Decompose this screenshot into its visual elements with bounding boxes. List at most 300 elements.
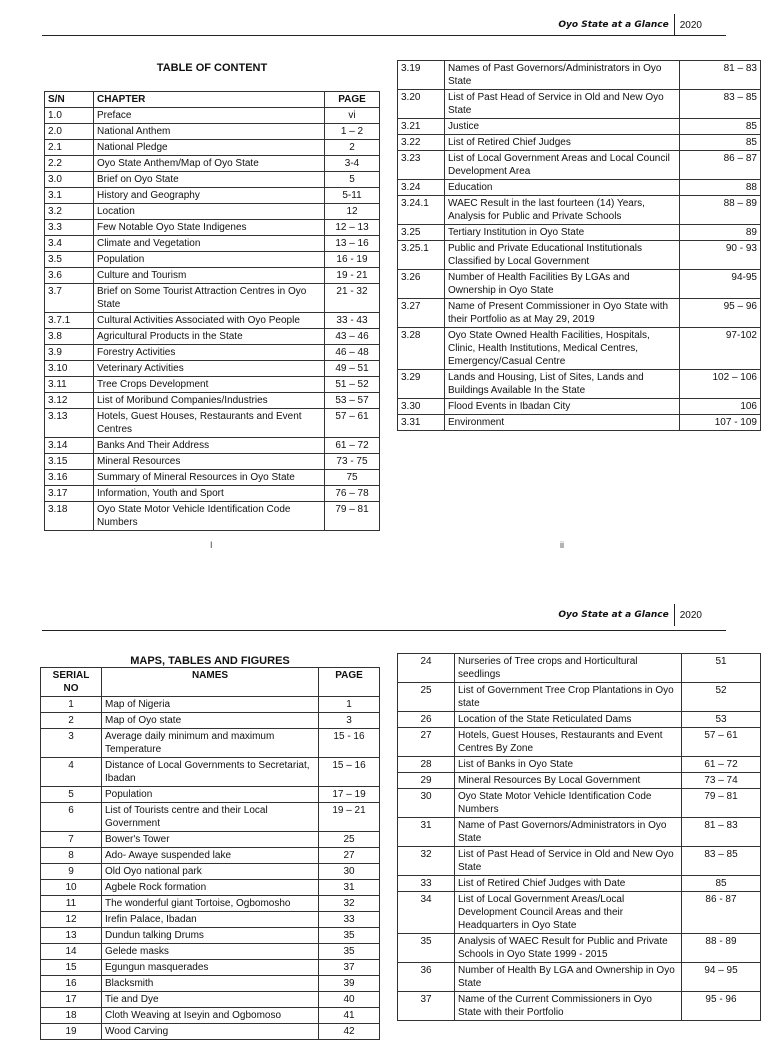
row-page: 21 - 32 [325, 284, 380, 313]
row-number: 3.25 [398, 225, 445, 241]
row-number: 29 [398, 773, 455, 789]
row-title: Education [445, 180, 680, 196]
maps-row [41, 896, 380, 912]
row-number: 32 [398, 847, 455, 876]
row-page: 79 – 81 [682, 789, 761, 818]
row-number: 28 [398, 757, 455, 773]
maps-col-serial: SERIAL NO [41, 668, 102, 697]
toc-row [398, 415, 761, 431]
toc-row [398, 225, 761, 241]
row-title: Dundun talking Drums [102, 928, 319, 944]
row-title: Name of the Current Commissioners in Oyo State with their Portfolio [455, 992, 682, 1021]
row-number: 3.23 [398, 151, 445, 180]
row-page: 53 [682, 712, 761, 728]
row-title: Bower's Tower [102, 832, 319, 848]
row-page: 49 – 51 [325, 361, 380, 377]
row-page: 37 [319, 960, 380, 976]
running-head-year: 2020 [679, 19, 702, 31]
maps-row [398, 773, 761, 789]
row-number: 3.13 [45, 409, 94, 438]
row-number: 3.28 [398, 328, 445, 370]
maps-row [41, 960, 380, 976]
maps-row [41, 803, 380, 832]
row-number: 2 [41, 713, 102, 729]
row-page: 1 – 2 [325, 124, 380, 140]
row-title: Public and Private Educational Institutionals Classified by Local Government [445, 241, 680, 270]
row-title: List of Past Head of Service in Old and New Oyo State [455, 847, 682, 876]
row-page: 5 [325, 172, 380, 188]
maps-row [398, 728, 761, 757]
toc-row [398, 61, 761, 90]
row-number: 3.21 [398, 119, 445, 135]
row-number: 2.2 [45, 156, 94, 172]
row-page: 3 [319, 713, 380, 729]
row-page: 88 - 89 [682, 934, 761, 963]
row-number: 33 [398, 876, 455, 892]
row-page: 95 - 96 [682, 992, 761, 1021]
row-number: 3.27 [398, 299, 445, 328]
row-page: 75 [325, 470, 380, 486]
row-page: 86 - 87 [682, 892, 761, 934]
maps-row [398, 712, 761, 728]
row-title: Ado- Awaye suspended lake [102, 848, 319, 864]
maps-row [41, 713, 380, 729]
row-page: 90 - 93 [680, 241, 761, 270]
row-number: 13 [41, 928, 102, 944]
row-title: Tertiary Institution in Oyo State [445, 225, 680, 241]
toc-row [45, 252, 380, 268]
row-number: 3.1 [45, 188, 94, 204]
row-page: 85 [680, 135, 761, 151]
row-title: Analysis of WAEC Result for Public and Private Schools in Oyo State 1999 - 2015 [455, 934, 682, 963]
row-title: Information, Youth and Sport [94, 486, 325, 502]
row-page: 76 – 78 [325, 486, 380, 502]
row-title: Brief on Some Tourist Attraction Centres in Oyo State [94, 284, 325, 313]
row-number: 8 [41, 848, 102, 864]
maps-col-page: PAGE [319, 668, 380, 697]
row-title: Tree Crops Development [94, 377, 325, 393]
toc-row [398, 370, 761, 399]
toc-table-left [44, 91, 380, 531]
row-page: 94-95 [680, 270, 761, 299]
row-number: 16 [41, 976, 102, 992]
row-title: List of Banks in Oyo State [455, 757, 682, 773]
row-number: 17 [41, 992, 102, 1008]
row-number: 6 [41, 803, 102, 832]
row-title: Preface [94, 108, 325, 124]
maps-row [398, 683, 761, 712]
row-title: Oyo State Anthem/Map of Oyo State [94, 156, 325, 172]
row-page: 39 [319, 976, 380, 992]
row-page: 2 [325, 140, 380, 156]
row-title: Culture and Tourism [94, 268, 325, 284]
row-page: 27 [319, 848, 380, 864]
row-number: 5 [41, 787, 102, 803]
row-title: National Anthem [94, 124, 325, 140]
row-title: List of Local Government Areas/Local Development Council Areas and their Headquarters in Oyo State [455, 892, 682, 934]
row-page: 57 – 61 [325, 409, 380, 438]
row-title: Location [94, 204, 325, 220]
row-page: 12 – 13 [325, 220, 380, 236]
row-number: 25 [398, 683, 455, 712]
maps-heading: MAPS, TABLES AND FIGURES [130, 655, 290, 667]
row-title: List of Moribund Companies/Industries [94, 393, 325, 409]
row-page: 16 - 19 [325, 252, 380, 268]
toc-row [45, 486, 380, 502]
row-number: 3.26 [398, 270, 445, 299]
row-title: Oyo State Motor Vehicle Identification Code Numbers [94, 502, 325, 531]
row-title: Nurseries of Tree crops and Horticultural seedlings [455, 654, 682, 683]
row-number: 26 [398, 712, 455, 728]
toc-row [45, 470, 380, 486]
row-page: 79 – 81 [325, 502, 380, 531]
row-page: 17 – 19 [319, 787, 380, 803]
toc-row [45, 345, 380, 361]
row-title: Hotels, Guest Houses, Restaurants and Event Centres By Zone [455, 728, 682, 757]
toc-row [398, 299, 761, 328]
row-number: 4 [41, 758, 102, 787]
row-number: 10 [41, 880, 102, 896]
row-number: 3 [41, 729, 102, 758]
row-number: 3.7.1 [45, 313, 94, 329]
row-number: 24 [398, 654, 455, 683]
row-title: Tie and Dye [102, 992, 319, 1008]
row-page: 88 [680, 180, 761, 196]
row-number: 3.15 [45, 454, 94, 470]
toc-row [45, 124, 380, 140]
row-title: Old Oyo national park [102, 864, 319, 880]
row-title: Cultural Activities Associated with Oyo People [94, 313, 325, 329]
running-head-divider [674, 14, 675, 36]
running-head-divider [674, 604, 675, 626]
maps-header-row [41, 668, 380, 697]
toc-row [398, 90, 761, 119]
row-number: 3.4 [45, 236, 94, 252]
row-title: Wood Carving [102, 1024, 319, 1040]
row-page: 46 – 48 [325, 345, 380, 361]
toc-row [45, 172, 380, 188]
maps-table-right [397, 653, 761, 1021]
row-title: Veterinary Activities [94, 361, 325, 377]
row-title: List of Government Tree Crop Plantations in Oyo state [455, 683, 682, 712]
row-page: 15 - 16 [319, 729, 380, 758]
row-number: 2.1 [45, 140, 94, 156]
toc-col-sn: S/N [45, 92, 94, 108]
toc-row [398, 180, 761, 196]
toc-row [45, 108, 380, 124]
row-title: Oyo State Motor Vehicle Identification Code Numbers [455, 789, 682, 818]
row-page: 19 - 21 [325, 268, 380, 284]
row-number: 3.30 [398, 399, 445, 415]
row-title: Lands and Housing, List of Sites, Lands and Buildings Available In the State [445, 370, 680, 399]
toc-row [45, 220, 380, 236]
maps-row [41, 1024, 380, 1040]
page-number-left: I [210, 540, 213, 550]
toc-row [45, 188, 380, 204]
row-number: 3.12 [45, 393, 94, 409]
row-page: 85 [682, 876, 761, 892]
row-title: Cloth Weaving at Iseyin and Ogbomoso [102, 1008, 319, 1024]
maps-row [398, 654, 761, 683]
toc-row [45, 393, 380, 409]
row-page: 86 – 87 [680, 151, 761, 180]
row-page: 107 - 109 [680, 415, 761, 431]
row-number: 3.16 [45, 470, 94, 486]
row-page: 53 – 57 [325, 393, 380, 409]
row-page: 57 – 61 [682, 728, 761, 757]
maps-row [41, 787, 380, 803]
maps-row [398, 992, 761, 1021]
maps-row [398, 757, 761, 773]
row-number: 35 [398, 934, 455, 963]
toc-row [45, 156, 380, 172]
page-number-right: ii [560, 540, 564, 550]
running-head [558, 604, 702, 626]
maps-row [398, 876, 761, 892]
maps-row [398, 892, 761, 934]
maps-row [41, 864, 380, 880]
row-page: 19 – 21 [319, 803, 380, 832]
maps-row [41, 848, 380, 864]
maps-row [41, 1008, 380, 1024]
row-page: 13 – 16 [325, 236, 380, 252]
row-number: 3.5 [45, 252, 94, 268]
row-number: 30 [398, 789, 455, 818]
toc-row [398, 119, 761, 135]
row-number: 3.3 [45, 220, 94, 236]
maps-row [41, 912, 380, 928]
maps-row [41, 944, 380, 960]
toc-row [45, 361, 380, 377]
row-page: 73 – 74 [682, 773, 761, 789]
row-page: 33 [319, 912, 380, 928]
row-page: 95 – 96 [680, 299, 761, 328]
row-title: Mineral Resources [94, 454, 325, 470]
row-number: 1.0 [45, 108, 94, 124]
toc-row [398, 399, 761, 415]
row-page: 25 [319, 832, 380, 848]
row-title: Agricultural Products in the State [94, 329, 325, 345]
row-number: 3.24 [398, 180, 445, 196]
row-number: 3.19 [398, 61, 445, 90]
row-page: 81 – 83 [680, 61, 761, 90]
row-title: Brief on Oyo State [94, 172, 325, 188]
header-rule [42, 35, 726, 36]
row-title: Irefin Palace, Ibadan [102, 912, 319, 928]
row-title: List of Retired Chief Judges [445, 135, 680, 151]
row-title: Hotels, Guest Houses, Restaurants and Event Centres [94, 409, 325, 438]
row-title: Name of Present Commissioner in Oyo State with their Portfolio as at May 29, 2019 [445, 299, 680, 328]
row-page: 102 – 106 [680, 370, 761, 399]
maps-row [398, 818, 761, 847]
row-title: Banks And Their Address [94, 438, 325, 454]
row-page: 89 [680, 225, 761, 241]
maps-row [398, 963, 761, 992]
maps-col-names: NAMES [102, 668, 319, 697]
row-page: 73 - 75 [325, 454, 380, 470]
row-number: 3.24.1 [398, 196, 445, 225]
maps-row [41, 729, 380, 758]
row-page: 85 [680, 119, 761, 135]
maps-row [398, 847, 761, 876]
row-number: 3.25.1 [398, 241, 445, 270]
row-number: 3.8 [45, 329, 94, 345]
row-number: 9 [41, 864, 102, 880]
row-number: 18 [41, 1008, 102, 1024]
toc-row [398, 270, 761, 299]
row-number: 3.18 [45, 502, 94, 531]
row-title: National Pledge [94, 140, 325, 156]
row-title: Environment [445, 415, 680, 431]
maps-row [41, 832, 380, 848]
row-title: WAEC Result in the last fourteen (14) Years, Analysis for Public and Private Schools [445, 196, 680, 225]
toc-row [45, 204, 380, 220]
maps-table-left [40, 667, 380, 1040]
toc-row [45, 140, 380, 156]
row-number: 3.0 [45, 172, 94, 188]
row-title: The wonderful giant Tortoise, Ogbomosho [102, 896, 319, 912]
row-title: Names of Past Governors/Administrators in Oyo State [445, 61, 680, 90]
row-number: 3.6 [45, 268, 94, 284]
row-number: 14 [41, 944, 102, 960]
row-title: Summary of Mineral Resources in Oyo State [94, 470, 325, 486]
toc-row [45, 409, 380, 438]
row-title: List of Retired Chief Judges with Date [455, 876, 682, 892]
maps-row [41, 992, 380, 1008]
toc-col-page: PAGE [325, 92, 380, 108]
maps-row [41, 928, 380, 944]
row-number: 3.22 [398, 135, 445, 151]
row-page: 83 – 85 [680, 90, 761, 119]
row-page: 97-102 [680, 328, 761, 370]
row-title: Justice [445, 119, 680, 135]
row-number: 15 [41, 960, 102, 976]
row-page: 5-11 [325, 188, 380, 204]
row-title: List of Past Head of Service in Old and New Oyo State [445, 90, 680, 119]
toc-row [45, 284, 380, 313]
toc-row [45, 438, 380, 454]
header-rule [42, 630, 726, 631]
row-number: 3.20 [398, 90, 445, 119]
row-number: 3.29 [398, 370, 445, 399]
maps-row [41, 976, 380, 992]
row-page: 94 – 95 [682, 963, 761, 992]
row-page: 52 [682, 683, 761, 712]
running-head [558, 14, 702, 36]
row-title: Number of Health By LGA and Ownership in Oyo State [455, 963, 682, 992]
toc-heading: TABLE OF CONTENT [156, 62, 268, 74]
row-number: 2.0 [45, 124, 94, 140]
row-title: Mineral Resources By Local Government [455, 773, 682, 789]
toc-row [398, 241, 761, 270]
row-number: 36 [398, 963, 455, 992]
row-page: 12 [325, 204, 380, 220]
toc-row [398, 196, 761, 225]
row-page: 61 – 72 [325, 438, 380, 454]
row-number: 37 [398, 992, 455, 1021]
row-number: 3.2 [45, 204, 94, 220]
row-title: Average daily minimum and maximum Temperature [102, 729, 319, 758]
row-page: 51 [682, 654, 761, 683]
row-title: Population [102, 787, 319, 803]
row-title: Location of the State Reticulated Dams [455, 712, 682, 728]
toc-row [45, 454, 380, 470]
toc-table-right [397, 60, 761, 431]
row-title: Distance of Local Governments to Secretariat, Ibadan [102, 758, 319, 787]
row-number: 3.10 [45, 361, 94, 377]
row-title: Blacksmith [102, 976, 319, 992]
row-title: Flood Events in Ibadan City [445, 399, 680, 415]
toc-header-row [45, 92, 380, 108]
row-title: Oyo State Owned Health Facilities, Hospitals, Clinic, Health Institutions, Medical Centres, Emergency/Casual Centre [445, 328, 680, 370]
row-number: 27 [398, 728, 455, 757]
row-page: 41 [319, 1008, 380, 1024]
maps-row [41, 697, 380, 713]
row-page: 83 – 85 [682, 847, 761, 876]
row-number: 11 [41, 896, 102, 912]
row-page: 88 – 89 [680, 196, 761, 225]
row-page: 61 – 72 [682, 757, 761, 773]
row-number: 31 [398, 818, 455, 847]
row-page: 35 [319, 944, 380, 960]
row-page: 30 [319, 864, 380, 880]
toc-row [45, 502, 380, 531]
running-head-year: 2020 [679, 609, 702, 621]
toc-row [45, 377, 380, 393]
row-title: Forestry Activities [94, 345, 325, 361]
row-number: 3.9 [45, 345, 94, 361]
row-number: 3.17 [45, 486, 94, 502]
row-number: 1 [41, 697, 102, 713]
row-title: List of Local Government Areas and Local Council Development Area [445, 151, 680, 180]
toc-row [398, 328, 761, 370]
maps-row [41, 758, 380, 787]
toc-row [45, 313, 380, 329]
maps-row [398, 934, 761, 963]
row-page: 51 – 52 [325, 377, 380, 393]
row-page: 33 - 43 [325, 313, 380, 329]
row-title: Map of Oyo state [102, 713, 319, 729]
toc-row [45, 236, 380, 252]
row-number: 3.7 [45, 284, 94, 313]
row-title: Agbele Rock formation [102, 880, 319, 896]
running-head-title: Oyo State at a Glance [558, 610, 669, 620]
row-number: 12 [41, 912, 102, 928]
row-number: 3.31 [398, 415, 445, 431]
row-number: 19 [41, 1024, 102, 1040]
row-number: 7 [41, 832, 102, 848]
row-title: Few Notable Oyo State Indigenes [94, 220, 325, 236]
row-page: 1 [319, 697, 380, 713]
row-title: Map of Nigeria [102, 697, 319, 713]
row-page: 35 [319, 928, 380, 944]
toc-row [398, 151, 761, 180]
row-page: 3-4 [325, 156, 380, 172]
row-page: 42 [319, 1024, 380, 1040]
row-page: 40 [319, 992, 380, 1008]
row-number: 3.14 [45, 438, 94, 454]
row-title: Number of Health Facilities By LGAs and Ownership in Oyo State [445, 270, 680, 299]
row-page: 15 – 16 [319, 758, 380, 787]
row-title: List of Tourists centre and their Local Government [102, 803, 319, 832]
running-head-title: Oyo State at a Glance [558, 20, 669, 30]
row-title: Name of Past Governors/Administrators in Oyo State [455, 818, 682, 847]
row-page: 106 [680, 399, 761, 415]
row-page: 31 [319, 880, 380, 896]
row-number: 34 [398, 892, 455, 934]
toc-row [398, 135, 761, 151]
row-number: 3.11 [45, 377, 94, 393]
